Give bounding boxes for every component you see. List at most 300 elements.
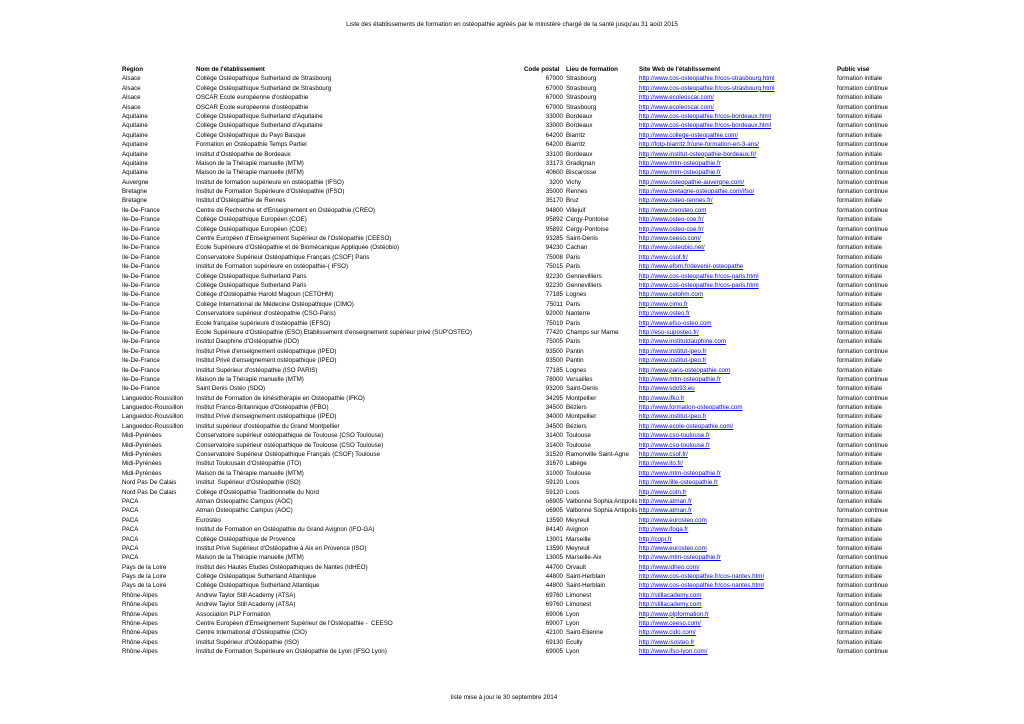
website-link[interactable]: http://www.osteo-coe.fr/ (639, 225, 704, 233)
establishment-name-cell: Institut Franco-Britannique d'Ostéopathie (IFBO) (196, 404, 329, 412)
training-location-cell: Gennevilliers (566, 281, 602, 289)
target-audience-cell: formation continue (837, 347, 888, 355)
region-cell: Ile-De-France (122, 366, 160, 374)
website-link[interactable]: http://stillacademy.com (639, 591, 702, 599)
training-location-cell: Cergy-Pontoise (566, 216, 609, 224)
region-cell: Ile-De-France (122, 338, 160, 346)
postal-code-cell: 77185 (545, 291, 563, 299)
table-row (0, 535, 1024, 544)
website-link[interactable]: http://www.efom.fr/devenir-osteopathe (639, 263, 744, 271)
training-location-cell: Bordeaux (566, 122, 593, 130)
region-cell: Ile-De-France (122, 235, 160, 243)
region-cell: Alsace (122, 94, 141, 102)
postal-code-cell: 31000 (545, 469, 563, 477)
website-link[interactable]: http://www.college-osteopathie.com/ (639, 131, 739, 139)
website-link[interactable]: http://www.csof.fr/ (639, 253, 688, 261)
table-row (0, 469, 1024, 478)
region-cell: Ile-De-France (122, 225, 160, 233)
region-cell: Ile-De-France (122, 300, 160, 308)
target-audience-cell: formation continue (837, 319, 888, 327)
website-link[interactable]: http://www.osteo-rennes.fr/ (639, 197, 713, 205)
training-location-cell: Marseille (566, 535, 591, 543)
establishment-name-cell: Institut Toulousain d'Ostéopathie (ITO) (196, 460, 302, 468)
establishment-name-cell: Formation en Ostéopathie Temps Partiel (196, 141, 307, 149)
website-link[interactable]: http://www.cos-osteopathie.fr/cos-paris.html (639, 272, 759, 280)
region-cell: PACA (122, 544, 139, 552)
postal-code-cell: 75011 (546, 300, 563, 308)
website-link[interactable]: http://www.cimo.fr (639, 300, 688, 308)
region-cell: Aquitaine (122, 159, 148, 167)
table-row (0, 478, 1024, 487)
establishment-name-cell: Institut supérieur d'ostéopathie du Grand Montpellier (196, 422, 340, 430)
region-cell: Bretagne (122, 188, 148, 196)
establishment-name-cell: Eurostéo (196, 516, 221, 524)
region-cell: Rhône-Alpes (122, 601, 158, 609)
website-link[interactable]: http://www.institut-ipeo.fr (639, 347, 707, 355)
website-link[interactable]: http://www.osteo.fr (639, 310, 690, 318)
table-row (0, 131, 1024, 140)
table-row (0, 178, 1024, 187)
target-audience-cell: formation initiale (837, 591, 883, 599)
website-link[interactable]: http://www.cido.com/ (639, 629, 696, 637)
target-audience-cell: formation initiale (837, 244, 883, 252)
region-cell: Ile-De-France (122, 375, 160, 383)
postal-code-cell: 40600 (545, 169, 563, 177)
table-row (0, 459, 1024, 468)
website-link[interactable]: http://www.paris-osteopathie.com (639, 366, 731, 374)
region-cell: Rhône-Alpes (122, 610, 158, 618)
target-audience-cell: formation initiale (837, 150, 883, 158)
website-link[interactable]: http://www.formation-osteopathie.com (639, 404, 743, 412)
postal-code-cell: 3200 (549, 178, 563, 186)
establishment-name-cell: Centre de Recherche et d'Enseignement en Ostéopathie (CREO) (196, 206, 375, 214)
training-location-cell: Biarritz (566, 131, 586, 139)
training-location-cell: Nanterre (566, 310, 591, 318)
document-title: Liste des établissements de formation en ostéopathie agréés par le ministère chargé de la santé jusqu'au 31 août 2015 (346, 21, 678, 28)
region-cell: Ile-De-France (122, 206, 160, 214)
website-link[interactable]: http://www.eurosteo.com (639, 544, 707, 552)
postal-code-cell: 13590 (545, 516, 563, 524)
target-audience-cell: formation continue (837, 122, 888, 130)
table-row (0, 366, 1024, 375)
website-link[interactable]: http://www.ecoleoscar.com/ (639, 103, 714, 111)
target-audience-cell: formation initiale (837, 479, 883, 487)
training-location-cell: Biscarosse (566, 169, 597, 177)
table-row (0, 600, 1024, 609)
target-audience-cell: formation initiale (837, 216, 883, 224)
header-region: Region (122, 66, 143, 73)
training-location-cell: Toulouse (566, 469, 591, 477)
website-link[interactable]: http://www.ifoga.fr (639, 526, 689, 534)
establishment-name-cell: Institut Privé d'enseignement ostéopathique (IPEO) (196, 347, 337, 355)
table-row (0, 441, 1024, 450)
table-row (0, 356, 1024, 365)
training-location-cell: Lognes (566, 291, 587, 299)
target-audience-cell: formation continue (837, 281, 888, 289)
target-audience-cell: formation initiale (837, 300, 883, 308)
region-cell: Ile-De-France (122, 272, 160, 280)
target-audience-cell: formation initiale (837, 328, 883, 336)
website-link[interactable]: http://www.sdo93.eu (639, 385, 695, 393)
region-cell: Languedoc-Roussillon (122, 394, 184, 402)
establishment-name-cell: Collège d'Ostéopathie Harold Magoun (CETOHM) (196, 291, 334, 299)
postal-code-cell: 95892 (545, 225, 563, 233)
target-audience-cell: formation initiale (837, 610, 883, 618)
website-link[interactable]: http://www.creosteo.com (639, 206, 707, 214)
training-location-cell: Loos (566, 479, 580, 487)
postal-code-cell: 92230 (545, 272, 563, 280)
target-audience-cell: formation initiale (837, 488, 883, 496)
website-link[interactable]: http://www.bretagne-osteopathie.com/ifso/ (639, 188, 755, 196)
table-row (0, 93, 1024, 102)
postal-code-cell: 34000 (545, 413, 563, 421)
website-link[interactable]: http://www.mtm-osteopathie.fr (639, 554, 721, 562)
target-audience-cell: formation initiale (837, 422, 883, 430)
header-target-audience: Public visé (837, 66, 870, 73)
header-establishment-name: Nom de l'établissement (196, 66, 265, 73)
establishment-name-cell: Collège Ostéopathique de Provence (196, 535, 296, 543)
target-audience-cell: formation continue (837, 375, 888, 383)
target-audience-cell: formation continue (837, 582, 888, 590)
target-audience-cell: formation continue (837, 84, 888, 92)
website-link[interactable]: http://www.mtm-osteopathie.fr (639, 375, 721, 383)
training-location-cell: Toulouse (566, 432, 591, 440)
region-cell: Ile-De-France (122, 357, 160, 365)
table-row (0, 497, 1024, 506)
postal-code-cell: 67000 (545, 75, 563, 83)
target-audience-cell: formation continue (837, 188, 888, 196)
website-link[interactable]: http://www.ito.fr/ (639, 460, 684, 468)
region-cell: Midi-Pyrénées (122, 432, 162, 440)
establishment-name-cell: Centre International d'Ostéopathie (CIO) (196, 629, 307, 637)
website-link[interactable]: http://www.cotn.fr (639, 488, 687, 496)
training-location-cell: Paris (566, 253, 581, 261)
training-location-cell: Avignon (566, 526, 589, 534)
website-link[interactable]: http://www.cso-toulouse.fr (639, 441, 710, 449)
region-cell: Nord Pas De Calais (122, 488, 177, 496)
establishment-name-cell: OSCAR Ecole européenne d'ostéopathie (196, 94, 309, 102)
website-link[interactable]: http://www.institutdauphine.com (639, 338, 727, 346)
table-row (0, 159, 1024, 168)
region-cell: Ile-De-France (122, 310, 160, 318)
training-location-cell: Béziers (566, 422, 587, 430)
establishment-name-cell: Conservatoire supérieur ostéopathique de Toulouse (CSO Toulouse) (196, 432, 384, 440)
postal-code-cell: 31400 (545, 432, 563, 440)
target-audience-cell: formation initiale (837, 75, 883, 83)
table-row (0, 610, 1024, 619)
website-link[interactable]: http://www.eurosteo.com (639, 516, 707, 524)
postal-code-cell: 13005 (545, 554, 563, 562)
training-location-cell: Béziers (566, 404, 587, 412)
table-row (0, 488, 1024, 497)
table-row (0, 337, 1024, 346)
website-link[interactable]: http://eso-suposteo.fr/ (639, 328, 699, 336)
training-location-cell: Vichy (566, 178, 582, 186)
postal-code-cell: 34295 (545, 394, 563, 402)
region-cell: Ile-De-France (122, 244, 160, 252)
region-cell: Midi-Pyrénées (122, 460, 162, 468)
postal-code-cell: 34500 (545, 404, 563, 412)
training-location-cell: Pantin (566, 357, 584, 365)
table-row (0, 319, 1024, 328)
establishment-name-cell: Institut Privé d'enseignement ostéopathique (IPEO) (196, 413, 337, 421)
postal-code-cell: 33173 (545, 159, 563, 167)
target-audience-cell: formation initiale (837, 197, 883, 205)
website-link[interactable]: http://www.osteo-coe.fr/ (639, 216, 704, 224)
website-link[interactable]: http://www.ifko.fr (639, 394, 685, 402)
region-cell: Languedoc-Roussillon (122, 422, 184, 430)
training-location-cell: Paris (566, 263, 581, 271)
training-location-cell: Villejuif (566, 206, 586, 214)
establishment-name-cell: Maison de la Thérapie manuelle (MTM) (196, 375, 304, 383)
postal-code-cell: 13590 (545, 544, 563, 552)
training-location-cell: Orvault (566, 563, 586, 571)
postal-code-cell: 93200 (545, 385, 563, 393)
region-cell: Nord Pas De Calais (122, 479, 177, 487)
table-row (0, 121, 1024, 130)
website-link[interactable]: http://www.mtm-osteopathie.fr (639, 159, 721, 167)
website-link[interactable]: http://www.atman.fr (639, 507, 692, 515)
website-link[interactable]: http://stillacademy.com (639, 601, 702, 609)
website-link[interactable]: http://www.ifso-lyon.com/ (639, 648, 708, 656)
establishment-name-cell: Maison de la Thérapie manuelle (MTM) (196, 159, 304, 167)
establishment-name-cell: Institut Supérieur d'Ostéopathie (ISO) (196, 638, 299, 646)
target-audience-cell: formation initiale (837, 432, 883, 440)
website-link[interactable]: http://www.osteobio.net/ (639, 244, 705, 252)
table-row (0, 422, 1024, 431)
training-location-cell: Meyreuil (566, 516, 590, 524)
postal-code-cell: 67000 (545, 94, 563, 102)
target-audience-cell: formation initiale (837, 516, 883, 524)
table-row (0, 234, 1024, 243)
region-cell: Rhône-Alpes (122, 620, 158, 628)
training-location-cell: Saint-Denis (566, 385, 598, 393)
postal-code-cell: 67000 (545, 84, 563, 92)
postal-code-cell: 33100 (545, 150, 563, 158)
target-audience-cell: formation continue (837, 263, 888, 271)
establishment-name-cell: Maison de la Thérapie manuelle (MTM) (196, 169, 304, 177)
website-link[interactable]: http://www.cos-osteopathie.fr/cos-bordeaux.html (639, 112, 772, 120)
header-postal-code: Code postal (524, 66, 560, 73)
training-location-cell: Ramonville Saint-Agne (566, 451, 629, 459)
table-row (0, 394, 1024, 403)
target-audience-cell: formation initiale (837, 563, 883, 571)
website-link[interactable]: http://www.cos-osteopathie.fr/cos-strasbourg.html (639, 84, 775, 92)
region-cell: Ile-De-France (122, 328, 160, 336)
training-location-cell: Valbonne Sophia Antipolis (566, 497, 638, 505)
table-row (0, 300, 1024, 309)
target-audience-cell: formation continue (837, 601, 888, 609)
website-link[interactable]: http://www.mtm-osteopathie.fr (639, 469, 721, 477)
table-row (0, 647, 1024, 656)
target-audience-cell: formation continue (837, 141, 888, 149)
establishment-name-cell: Conservatoire Supérieur Ostéopathique Français (CSOF) Paris (196, 253, 370, 261)
region-cell: Languedoc-Roussillon (122, 413, 184, 421)
postal-code-cell: 44800 (545, 573, 563, 581)
website-link[interactable]: http://www.cos-osteopathie.fr/cos-strasbourg.html (639, 75, 775, 83)
website-link[interactable]: http://www.efso-osteo.com (639, 319, 712, 327)
region-cell: Midi-Pyrénées (122, 469, 162, 477)
region-cell: PACA (122, 554, 139, 562)
table-row (0, 272, 1024, 281)
postal-code-cell: 95892 (545, 216, 563, 224)
training-location-cell: Strasbourg (566, 84, 597, 92)
postal-code-cell: 77185 (545, 366, 563, 374)
website-link[interactable]: http://www.institut-osteopathie-bordeaux.fr/ (639, 150, 757, 158)
postal-code-cell: 59120 (545, 488, 563, 496)
website-link[interactable]: http://www.ecoleoscar.com/ (639, 94, 714, 102)
postal-code-cell: 69005 (545, 648, 563, 656)
postal-code-cell: 59120 (545, 479, 563, 487)
website-link[interactable]: http://www.ecole-osteopathie.com/ (639, 422, 734, 430)
establishment-name-cell: Institut de Formation Supérieure d'Ostéopathie (IFSO) (196, 188, 345, 196)
establishment-name-cell: Collège Ostéopathique Sutherland de Strasbourg (196, 84, 332, 92)
website-link[interactable]: http://www.institut-ipeo.fr (639, 413, 707, 421)
table-row (0, 412, 1024, 421)
training-location-cell: Ecully (566, 638, 583, 646)
region-cell: Ile-De-France (122, 319, 160, 327)
website-link[interactable]: http://www.cos-osteopathie.fr/cos-bordeaux.html (639, 122, 772, 130)
table-row (0, 103, 1024, 112)
region-cell: Alsace (122, 84, 141, 92)
website-link[interactable]: http://www.cos-osteopathie.fr/cos-nantes.html (639, 573, 764, 581)
region-cell: PACA (122, 535, 139, 543)
establishment-name-cell: Conservatoire supérieur d'ostéopathie (CSO-Paris) (196, 310, 336, 318)
training-location-cell: Cergy-Pontoise (566, 225, 609, 233)
training-location-cell: Champs sur Marne (566, 328, 619, 336)
training-location-cell: Limonest (566, 591, 592, 599)
establishment-name-cell: Collège Ostéopathique Sutherland d'Aquitaine (196, 112, 323, 120)
target-audience-cell: formation initiale (837, 94, 883, 102)
establishment-name-cell: Collège Ostéopathique Sutherland de Strasbourg (196, 75, 332, 83)
target-audience-cell: formation continue (837, 169, 888, 177)
establishment-name-cell: Institut de formation supérieure en ostéopathie (IFSO) (196, 178, 344, 186)
website-link[interactable]: http://fotp-biarritz.fr/une-formation-en-3-ans/ (639, 141, 760, 149)
region-cell: Ile-De-France (122, 263, 160, 271)
website-link[interactable]: http://www.cos-osteopathie.fr/cos-nantes.html (639, 582, 764, 590)
establishment-name-cell: Conservatoire Supérieur Ostéopathique Français (CSOF) Toulouse (196, 451, 380, 459)
postal-code-cell: 64200 (545, 131, 563, 139)
table-header-row (0, 65, 1024, 74)
establishment-name-cell: OSCAR Ecole européenne d'ostéopathie (196, 103, 309, 111)
table-row (0, 347, 1024, 356)
target-audience-cell: formation continue (837, 225, 888, 233)
training-location-cell: Strasbourg (566, 94, 597, 102)
website-link[interactable]: http://www.idheo.com/ (639, 563, 700, 571)
establishments-table (0, 65, 1024, 657)
region-cell: Auvergne (122, 178, 149, 186)
website-link[interactable]: http://copr.fr (639, 535, 672, 543)
postal-code-cell: 93500 (545, 357, 563, 365)
establishment-name-cell: Atman Osteopathic Campus (AOC) (196, 507, 293, 515)
establishment-name-cell: Ecole Supérieure d'Ostéopathie (ESO) Etablissement d'enseignement supérieur privé (SUP'OSTEO) (196, 328, 472, 336)
establishment-name-cell: Collège Ostéopathique Européen (COE) (196, 216, 307, 224)
website-link[interactable]: http://www.ceeso.com/ (639, 620, 701, 628)
table-row (0, 572, 1024, 581)
region-cell: Rhône-Alpes (122, 591, 158, 599)
training-location-cell: Labège (566, 460, 587, 468)
postal-code-cell: 31520 (545, 451, 563, 459)
establishment-name-cell: Institut Privé Supérieur d'Ostéopathie à Aix en Provence (ISO) (196, 544, 367, 552)
target-audience-cell: formation initiale (837, 357, 883, 365)
website-link[interactable]: http://www.cso-toulouse.fr (639, 432, 710, 440)
website-link[interactable]: http://www.atman.fr (639, 497, 692, 505)
website-link[interactable]: http://www.cos-osteopathie.fr/cos-paris.html (639, 281, 759, 289)
postal-code-cell: 78000 (545, 375, 563, 383)
table-row (0, 140, 1024, 149)
postal-code-cell: 31400 (545, 441, 563, 449)
target-audience-cell: formation initiale (837, 460, 883, 468)
website-link[interactable]: http://www.cetohm.com (639, 291, 703, 299)
website-link[interactable]: http://www.ceeso.com/ (639, 235, 701, 243)
establishment-name-cell: Centre Européen d'Enseignement Supérieur de l'Ostéopathie (CEESO) (196, 235, 392, 243)
region-cell: Rhône-Alpes (122, 629, 158, 637)
establishment-name-cell: Ecole Supérieure d'Ostéopathie et de Biomécanique Appliquée (Ostéobio) (196, 244, 400, 252)
establishment-name-cell: Institut de Formation Supérieure en Ostéopathie de Lyon (IFSO Lyon) (196, 648, 387, 656)
target-audience-cell: formation continue (837, 554, 888, 562)
region-cell: Ile-De-France (122, 291, 160, 299)
region-cell: Midi-Pyrénées (122, 441, 162, 449)
postal-code-cell: 94800 (545, 206, 563, 214)
establishment-name-cell: Institut des Hautes Etudes Ostéopathiques de Nantes (IdHEO) (196, 563, 368, 571)
table-row (0, 506, 1024, 515)
region-cell: PACA (122, 526, 139, 534)
table-row (0, 375, 1024, 384)
training-location-cell: Meyreuil (566, 544, 590, 552)
establishment-name-cell: Collège Ostéopathique du Pays Basque (196, 131, 306, 139)
website-link[interactable]: http://www.osteopathie-auvergne.com/ (639, 178, 745, 186)
table-row (0, 591, 1024, 600)
postal-code-cell: 92230 (545, 281, 563, 289)
target-audience-cell: formation initiale (837, 638, 883, 646)
table-row (0, 581, 1024, 590)
training-location-cell: Limonest (566, 601, 592, 609)
training-location-cell: Paris (566, 300, 581, 308)
region-cell: PACA (122, 507, 139, 515)
establishment-name-cell: Institut Dauphine d'Ostéopathie (IDO) (196, 338, 299, 346)
training-location-cell: Saint-Etienne (566, 629, 604, 637)
table-row (0, 619, 1024, 628)
establishment-name-cell: Institut d'Ostéopathie de Rennes (196, 197, 286, 205)
training-location-cell: Valbonne Sophia Antipolis (566, 507, 638, 515)
website-link[interactable]: http://www.csof.fr/ (639, 451, 688, 459)
region-cell: Ile-De-France (122, 281, 160, 289)
website-link[interactable]: http://www.institut-ipeo.fr (639, 357, 707, 365)
region-cell: Aquitaine (122, 122, 148, 130)
table-row (0, 628, 1024, 637)
website-link[interactable]: http://www.isosteo.fr (639, 638, 695, 646)
establishment-name-cell: Andrew Taylor Still Academy (ATSA) (196, 601, 296, 609)
target-audience-cell: formation initiale (837, 404, 883, 412)
table-row (0, 403, 1024, 412)
training-location-cell: Pantin (566, 347, 584, 355)
establishment-name-cell: Collège Ostéopathique Sutherland Paris (196, 281, 307, 289)
target-audience-cell: formation initiale (837, 413, 883, 421)
website-link[interactable]: http://www.lille-osteopathie.fr (639, 479, 718, 487)
target-audience-cell: formation initiale (837, 253, 883, 261)
website-link[interactable]: http://www.plpformation.fr (639, 610, 709, 618)
postal-code-cell: 93500 (545, 347, 563, 355)
postal-code-cell: 13001 (545, 535, 563, 543)
region-cell: Aquitaine (122, 150, 148, 158)
table-row (0, 150, 1024, 159)
table-row (0, 281, 1024, 290)
table-row (0, 525, 1024, 534)
training-location-cell: Saint-Herblain (566, 582, 606, 590)
website-link[interactable]: http://www.mtm-osteopathie.fr (639, 169, 721, 177)
postal-code-cell: o6905 (545, 507, 563, 515)
target-audience-cell: formation initiale (837, 112, 883, 120)
